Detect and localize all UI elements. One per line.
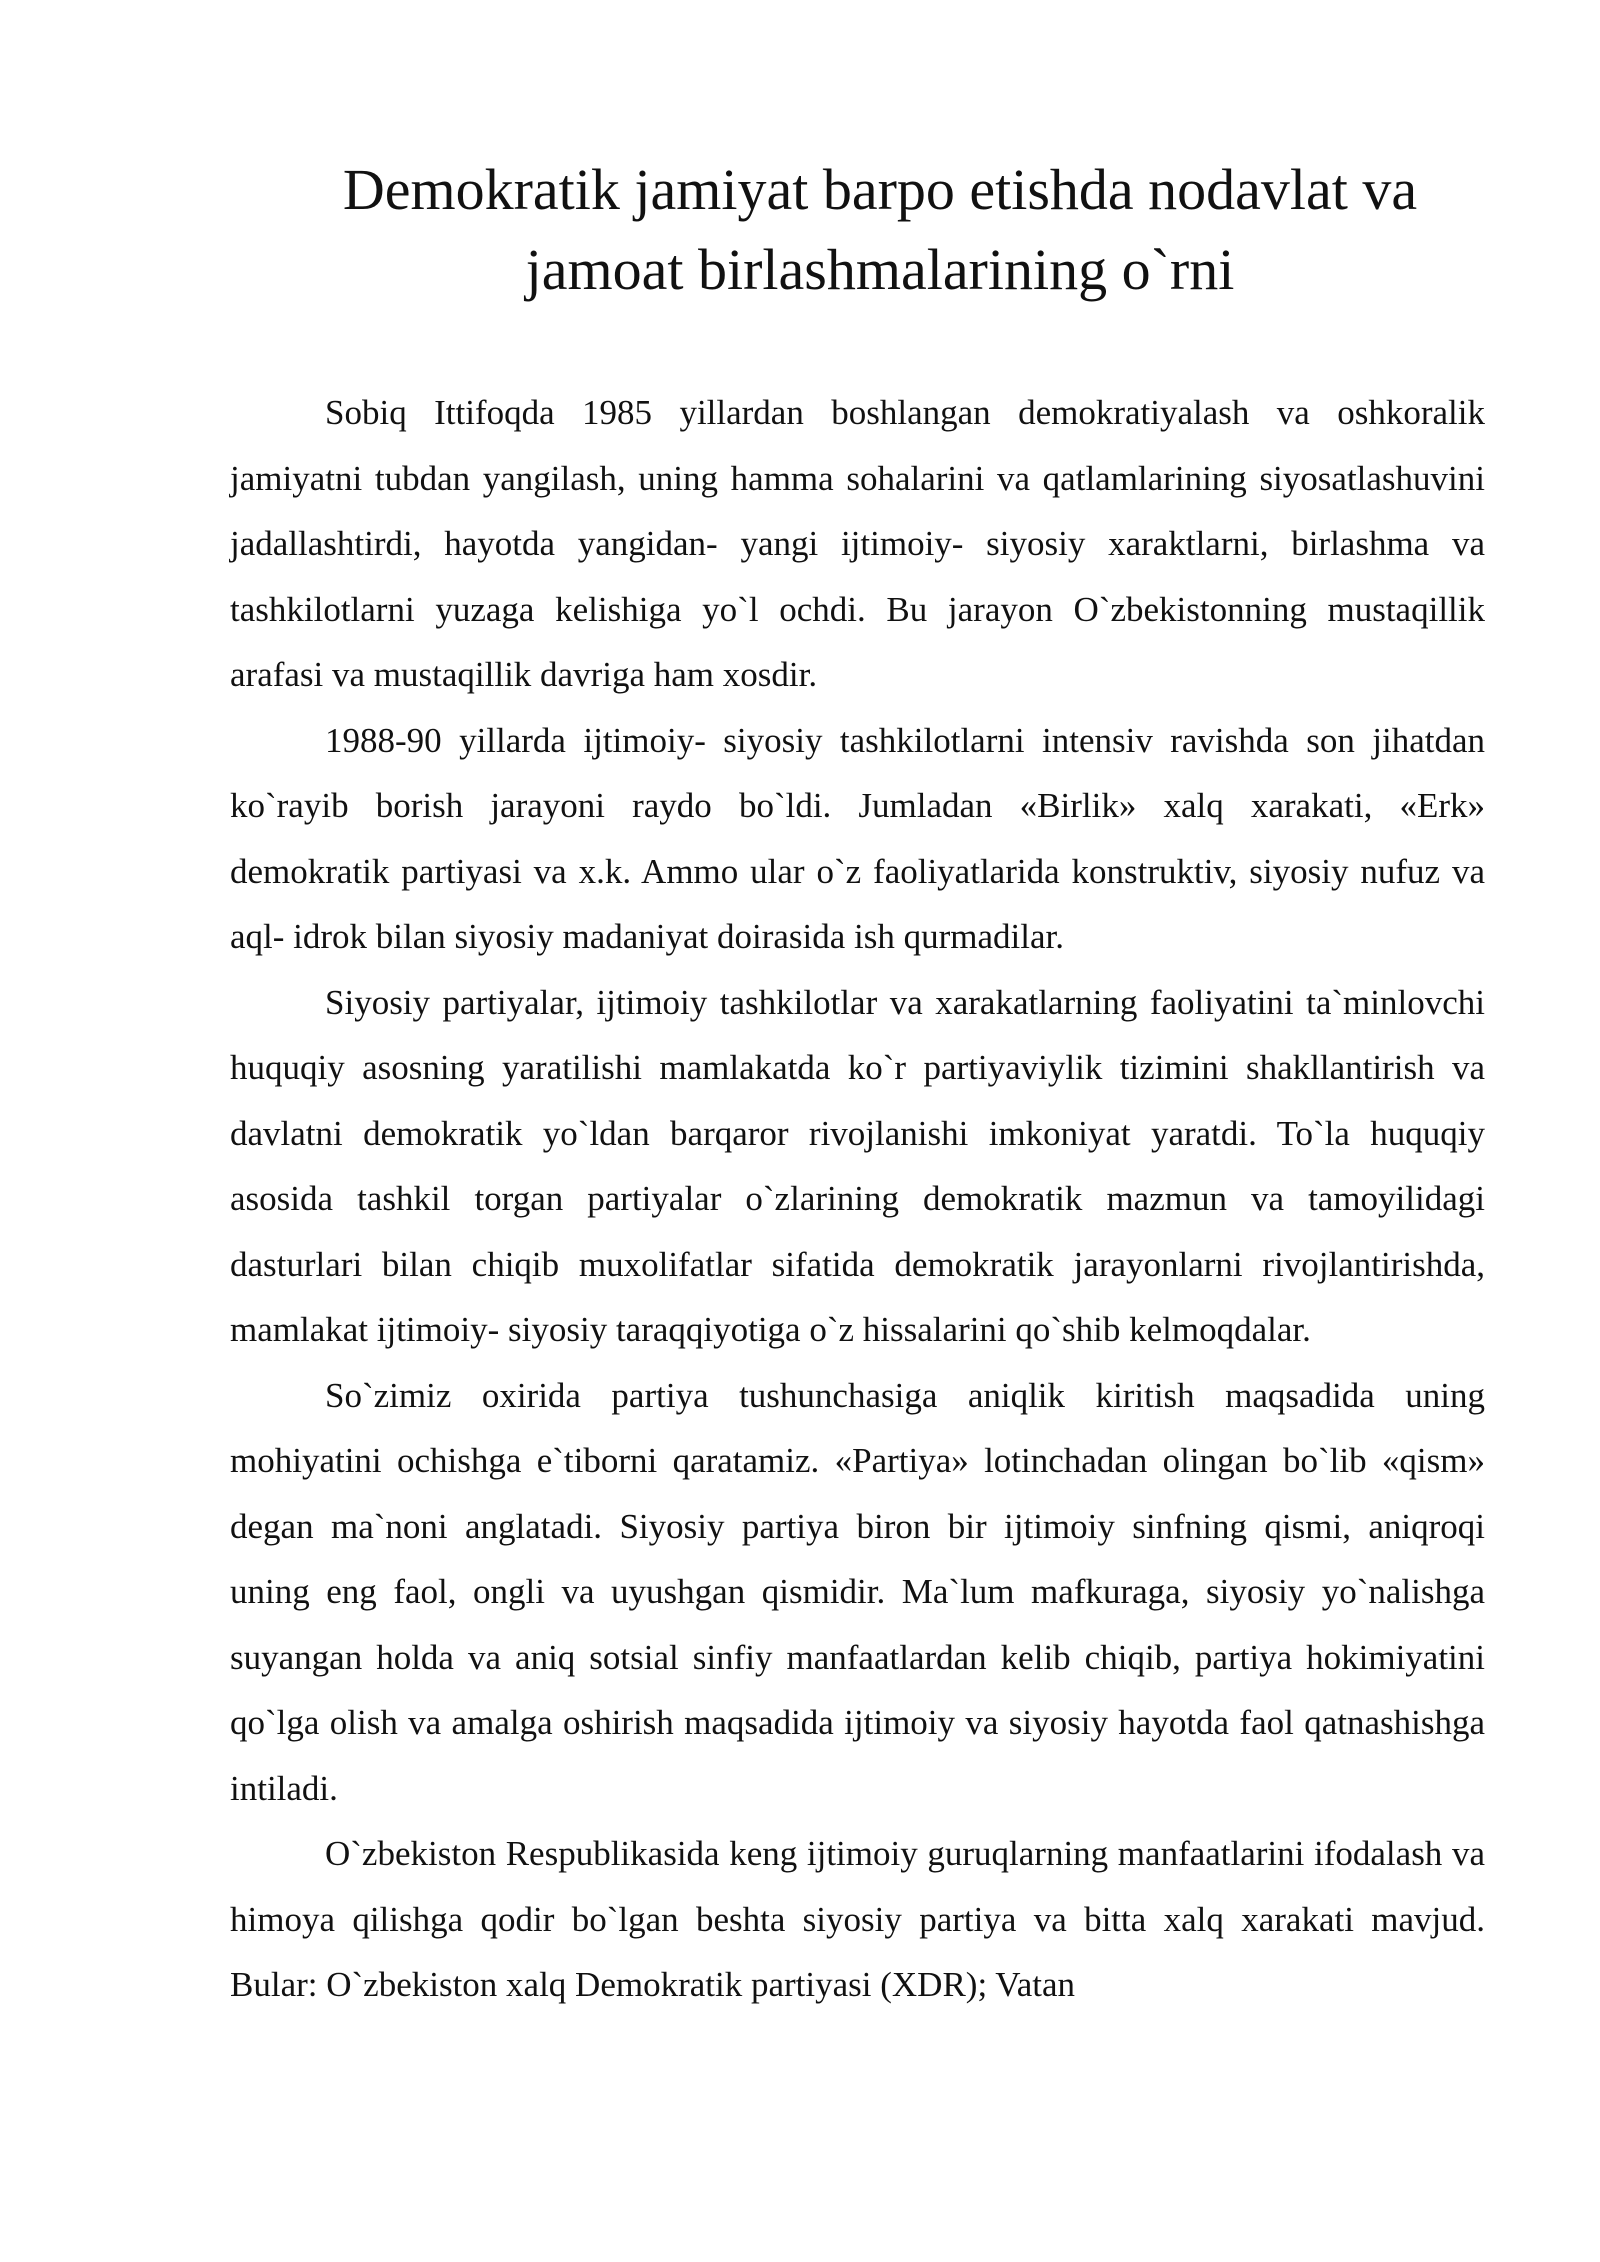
paragraph-3: Siyosiy partiyalar, ijtimoiy tashkilotlar va xarakatlarning faoliyatini ta`minlovchi huquqiy asosning yaratilishi mamlakatda ko`r partiyaviylik tizimini shakllantirish va davlatni demokratik yo`ldan barqaror rivojlanishi imkoniyat yaratdi. To`la huquqiy asosida tashkil torgan partiyalar o`zlarining demokratik mazmun va tamoyilidagi dasturlari bilan chiqib muxolifatlar sifatida demokratik jarayonlarni rivojlantirishda, mamlakat ijtimoiy- siyosiy taraqqiyotiga o`z hissalarini qo`shib kelmoqdalar. [230,982,1485,1349]
title-line-2: jamoat birlashmalarining o`rni [525,237,1235,302]
paragraph-1: Sobiq Ittifoqda 1985 yillardan boshlangan demokratiyalash va oshkoralik jamiyatni tubdan yangilash, uning hamma sohalarini va qatlamlarining siyosatlashuvini jadallashtirdi, hayotda yangidan- yangi ijtimoiy- siyosiy xaraktlarni, birlashma va tashkilotlarni yuzaga kelishiga yo`l ochdi. Bu jarayon O`zbekistonning mustaqillik arafasi va mustaqillik davriga ham xosdir. [230,393,1485,694]
document-body [230,380,1485,2018]
paragraph-4: So`zimiz oxirida partiya tushunchasiga aniqlik kiritish maqsadida uning mohiyatini ochishga e`tiborni qaratamiz. «Partiya» lotinchadan olingan bo`lib «qism» degan ma`noni anglatadi. Siyosiy partiya biron bir ijtimoiy sinfning qismi, aniqroqi uning eng faol, ongli va uyushgan qismidir. Ma`lum mafkuraga, siyosiy yo`nalishga suyangan holda va aniq sotsial sinfiy manfaatlardan kelib chiqib, partiya hokimiyatini qo`lga olish va amalga oshirish maqsadida ijtimoiy va siyosiy hayotda faol qatnashishga intiladi. [230,1375,1485,1808]
document-title [230,150,1530,310]
paragraph-2: 1988-90 yillarda ijtimoiy- siyosiy tashkilotlarni intensiv ravishda son jihatdan ko`rayib borish jarayoni raydo bo`ldi. Jumladan «Birlik» xalq xarakati, «Erk» demokratik partiyasi va x.k. Ammo ular o`z faoliyatlarida konstruktiv, siyosiy nufuz va aql- idrok bilan siyosiy madaniyat doirasida ish qurmadilar. [230,720,1485,956]
paragraph-5: O`zbekiston Respublikasida keng ijtimoiy guruqlarning manfaatlarini ifodalash va himoya qilishga qodir bo`lgan beshta siyosiy partiya va bitta xalq xarakati mavjud. Bular: O`zbekiston xalq Demokratik partiyasi (XDR); Vatan [230,1834,1485,2004]
title-line-1: Demokratik jamiyat barpo etishda nodavlat va [342,157,1418,222]
